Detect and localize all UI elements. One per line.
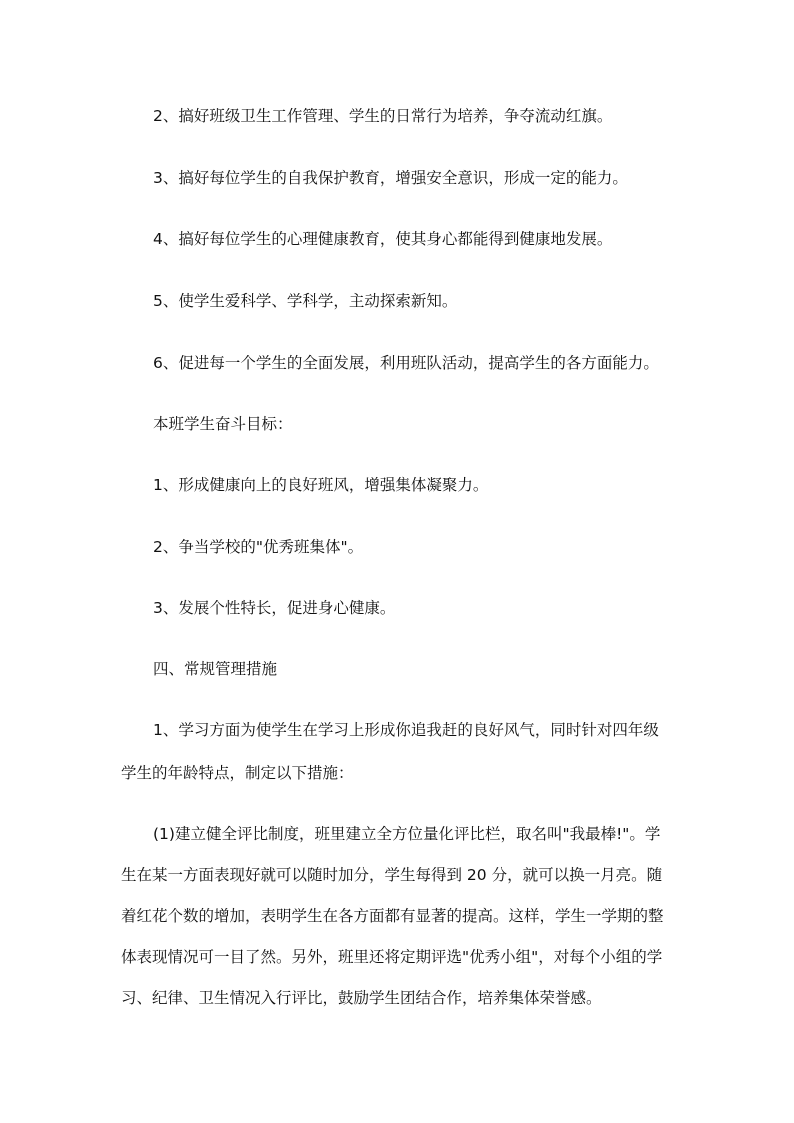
section-heading-management: 四、常规管理措施 (153, 660, 278, 678)
paragraph-measure-line-2: 生在某一方面表现好就可以随时加分，学生每得到 20 分，就可以换一月亮。随 (121, 866, 663, 884)
paragraph-study-line-1: 1、学习方面为使学生在学习上形成你追我赶的良好风气，同时针对四年级 (153, 721, 659, 739)
paragraph-class-goal-2: 2、争当学校的"优秀班集体"。 (153, 538, 364, 556)
paragraph-goal-4: 4、搞好每位学生的心理健康教育，使其身心都能得到健康地发展。 (153, 230, 613, 248)
paragraph-class-goal-1: 1、形成健康向上的良好班风，增强集体凝聚力。 (153, 476, 489, 494)
paragraph-goal-5: 5、使学生爱科学、学科学，主动探索新知。 (153, 292, 458, 310)
paragraph-measure-line-4: 体表现情况可一目了然。另外，班里还将定期评选"优秀小组"，对每个小组的学 (121, 948, 663, 966)
section-heading-class-goals: 本班学生奋斗目标： (153, 415, 293, 433)
paragraph-study-line-2: 学生的年龄特点，制定以下措施： (121, 764, 354, 782)
paragraph-measure-line-3: 着红花个数的增加，表明学生在各方面都有显著的提高。这样，学生一学期的整 (121, 907, 664, 925)
paragraph-goal-2: 2、搞好班级卫生工作管理、学生的日常行为培养，争夺流动红旗。 (153, 107, 613, 125)
paragraph-measure-line-5: 习、纪律、卫生情况入行评比，鼓励学生团结合作，培养集体荣誉感。 (121, 989, 602, 1007)
paragraph-class-goal-3: 3、发展个性特长，促进身心健康。 (153, 599, 396, 617)
paragraph-goal-3: 3、搞好每位学生的自我保护教育，增强安全意识，形成一定的能力。 (153, 169, 628, 187)
paragraph-measure-line-1: (1)建立健全评比制度，班里建立全方位量化评比栏，取名叫"我最棒!"。学 (153, 825, 661, 843)
paragraph-goal-6: 6、促进每一个学生的全面发展，利用班队活动，提高学生的各方面能力。 (153, 354, 659, 372)
